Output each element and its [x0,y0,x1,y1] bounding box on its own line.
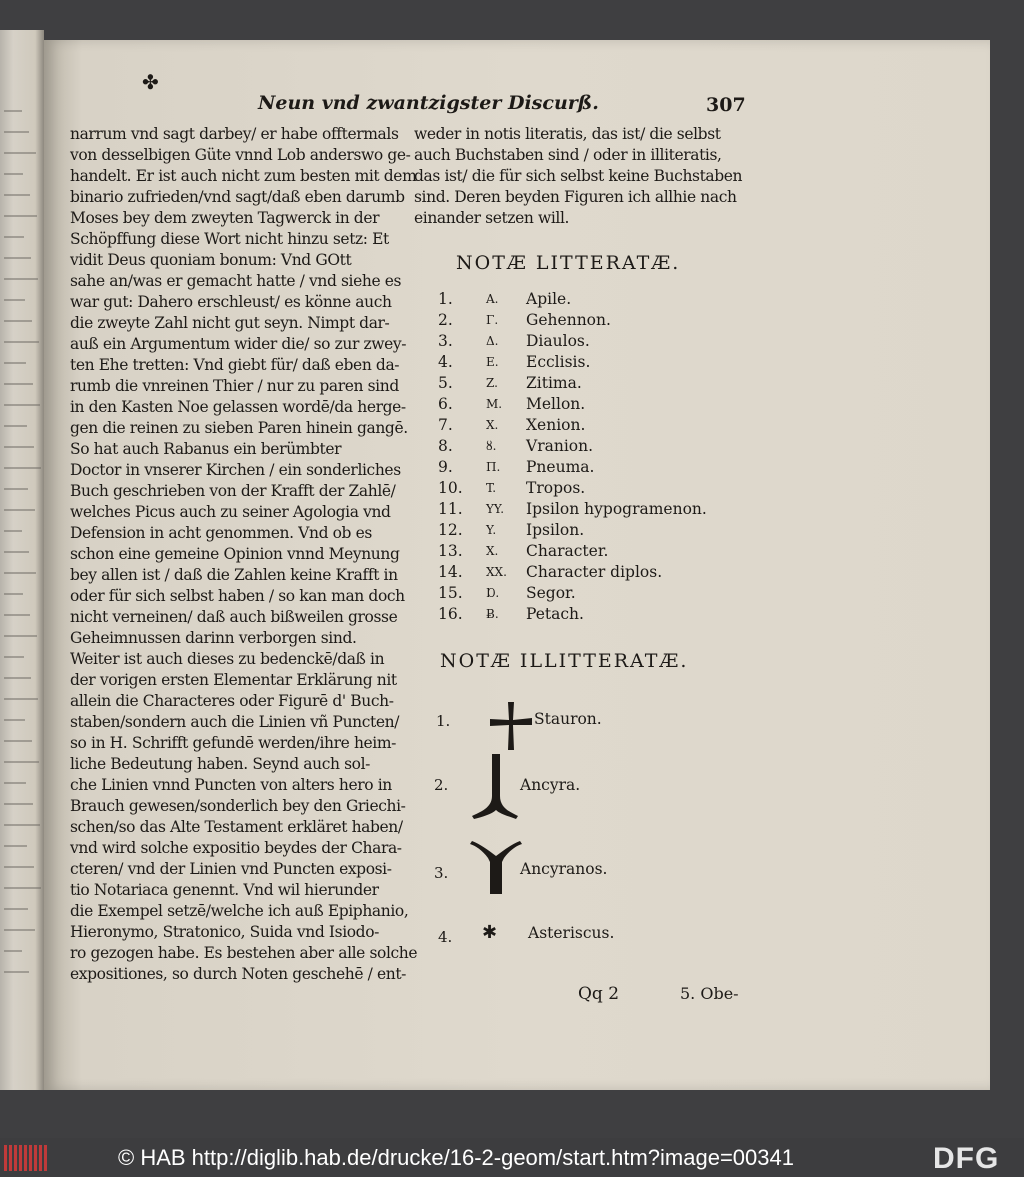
text-smudge [4,782,26,784]
text-line: Defension in acht genommen. Vnd ob es [70,524,372,542]
text-smudge [4,866,34,868]
text-smudge [4,509,35,511]
text-line: bey allen ist / daß die Zahlen keine Krafft in [70,566,398,584]
illit-word: Ancyranos. [520,860,608,878]
text-smudge [4,236,24,238]
left-column-text [70,124,417,985]
item-abbreviation: E. [486,355,499,369]
illit-word: Stauron. [534,710,602,728]
text-smudge [4,803,33,805]
page-number: 307 [706,94,746,116]
item-word: Xenion. [526,416,586,434]
text-smudge [4,404,40,406]
text-smudge [4,551,29,553]
item-number: 5. [438,374,453,392]
adjacent-page-edge [0,30,44,1090]
list-item [438,605,738,626]
signature-mark: Qq 2 [578,984,620,1004]
text-line: war gut: Dahero erschleust/ es könne auch [70,293,392,311]
text-smudge [4,614,30,616]
list-item [438,521,738,542]
item-word: Zitima. [526,374,582,392]
text-line: schon eine gemeine Opinion vnnd Meynung [70,545,400,563]
item-abbreviation: Ƀ. [486,607,499,621]
text-smudge [4,908,28,910]
item-abbreviation: X. [486,544,499,558]
item-number: 2. [438,311,453,329]
item-number: 9. [438,458,453,476]
text-line: che Linien vnnd Puncten von alters hero in [70,776,392,794]
item-number: 11. [438,500,463,518]
item-word: Segor. [526,584,576,602]
item-word: Ipsilon. [526,521,585,539]
catchword: 5. Obe- [680,984,739,1003]
ancyranos-icon [468,840,524,896]
item-number: 3. [438,332,453,350]
item-number: 13. [438,542,463,560]
text-line: von desselbigen Güte vnnd Lob anderswo ge- [70,146,411,164]
text-smudge [4,635,37,637]
text-line: ro gezogen habe. Es bestehen aber alle solche [70,944,418,962]
text-line: Geheimnussen darinn verborgen sind. [70,629,357,647]
list-item [438,311,738,332]
text-smudge [4,761,39,763]
item-number: 7. [438,416,453,434]
text-smudge [4,719,25,721]
item-abbreviation: M. [486,397,503,411]
list-item [438,479,738,500]
barcode-bar [44,1145,47,1171]
item-word: Pneuma. [526,458,595,476]
text-line: Brauch gewesen/sonderlich bey den Griechi- [70,797,406,815]
item-number: 4. [438,353,453,371]
list-item [438,437,738,458]
text-smudge [4,740,32,742]
text-line: auß ein Argumentum wider die/ so zur zwey- [70,335,407,353]
item-number: 15. [438,584,463,602]
hab-barcode-icon [4,1145,46,1171]
text-line: der vorigen ersten Elementar Erklärung nit [70,671,397,689]
list-item [438,458,738,479]
list-item [438,290,738,311]
text-line: Hieronymo, Stratonico, Suida vnd Isiodo- [70,923,379,941]
text-smudge [4,173,23,175]
text-line: tio Notariaca genennt. Vnd wil hierunder [70,881,379,899]
text-line: sahe an/was er gemacht hatte / vnd siehe es [70,272,402,290]
item-word: Apile. [526,290,572,308]
list-item [438,416,738,437]
text-smudge [4,950,22,952]
illit-number: 2. [434,776,449,794]
text-smudge [4,425,27,427]
text-smudge [4,929,35,931]
barcode-bar [4,1145,7,1171]
item-word: Character. [526,542,609,560]
copyright-link[interactable]: © HAB http://diglib.hab.de/drucke/16-2-geom/start.htm?image=00341 [118,1145,794,1170]
item-word: Diaulos. [526,332,590,350]
item-abbreviation: T. [486,481,497,495]
text-line: einander setzen will. [414,209,570,227]
text-smudge [4,572,36,574]
text-smudge [4,446,34,448]
list-item [438,584,738,605]
item-number: 8. [438,437,453,455]
text-smudge [4,362,26,364]
text-line: schen/so das Alte Testament erkläret haben/ [70,818,403,836]
text-line: Moses bey dem zweyten Tagwerck in der [70,209,380,227]
illit-number: 1. [436,712,451,730]
barcode-bar [29,1145,32,1171]
text-line: vnd wird solche expositio beydes der Chara- [70,839,402,857]
item-abbreviation: X. [486,418,499,432]
list-item [438,395,738,416]
text-line: handelt. Er ist auch nicht zum besten mit dem [70,167,417,185]
item-word: Character diplos. [526,563,663,581]
barcode-bar [24,1145,27,1171]
text-smudge [4,257,31,259]
item-word: Ecclisis. [526,353,591,371]
list-item [438,500,738,521]
text-smudge [4,194,30,196]
litteratae-list [438,290,738,630]
item-word: Tropos. [526,479,586,497]
list-item [438,542,738,563]
dfg-logo: DFG [933,1142,1000,1175]
text-smudge [4,110,22,112]
barcode-bar [34,1145,37,1171]
text-line: liche Bedeutung haben. Seynd auch sol- [70,755,370,773]
item-number: 1. [438,290,453,308]
illit-number: 3. [434,864,449,882]
text-line: narrum vnd sagt darbey/ er habe offtermals [70,125,399,143]
text-smudge [4,488,28,490]
text-line: Doctor in vnserer Kirchen / ein sonderliches [70,461,401,479]
text-line: staben/sondern auch die Linien vñ Puncten/ [70,713,400,731]
text-smudge [4,383,33,385]
text-line: vidit Deus quoniam bonum: Vnd GOtt [70,251,352,269]
text-line: sind. Deren beyden Figuren ich allhie nach [414,188,737,206]
item-word: Ipsilon hypogramenon. [526,500,707,518]
text-smudge [4,299,25,301]
text-smudge [4,320,32,322]
item-number: 12. [438,521,463,539]
text-line: gen die reinen zu sieben Paren hinein gangē. [70,419,408,437]
text-smudge [4,677,31,679]
section-heading-litteratae: NOTÆ LITTERATÆ. [456,252,681,274]
text-line: Buch geschrieben von der Krafft der Zahlē/ [70,482,396,500]
text-smudge [4,278,38,280]
text-smudge [4,215,37,217]
text-line: das ist/ die für sich selbst keine Buchstaben [414,167,743,185]
list-item [438,563,738,584]
item-abbreviation: YY. [486,502,505,516]
text-line: cteren/ vnd der Linien vnd Puncten exposi- [70,860,392,878]
asterisk-icon: ✱ [482,922,498,943]
item-word: Petach. [526,605,584,623]
illit-word: Ancyra. [520,776,581,794]
text-smudge [4,131,29,133]
list-item [438,332,738,353]
item-word: Gehennon. [526,311,611,329]
item-number: 10. [438,479,463,497]
text-smudge [4,887,41,889]
text-line: weder in notis literatis, das ist/ die selbst [414,125,721,143]
item-abbreviation: Γ. [486,313,499,327]
item-abbreviation: A. [486,292,499,306]
viewer-footer-bar [0,1138,1024,1177]
text-line: so in H. Schrifft gefundē werden/ihre heim- [70,734,396,752]
text-smudge [4,971,29,973]
barcode-bar [9,1145,12,1171]
text-line: welches Picus auch zu seiner Agologia vnd [70,503,391,521]
right-intro-text [414,124,742,229]
text-smudge [4,152,36,154]
text-line: rumb die vnreinen Thier / nur zu paren sind [70,377,399,395]
text-line: ten Ehe tretten: Vnd giebt für/ daß eben da- [70,356,400,374]
item-abbreviation: ȣ. [486,439,497,453]
text-smudge [4,593,23,595]
item-abbreviation: Z. [486,376,498,390]
barcode-bar [39,1145,42,1171]
text-smudge [4,530,22,532]
text-line: expositiones, so durch Noten geschehē / ent- [70,965,407,983]
item-word: Vranion. [526,437,594,455]
item-abbreviation: XX. [486,565,507,579]
text-smudge [4,341,39,343]
text-line: auch Buchstaben sind / oder in illiteratis, [414,146,722,164]
item-abbreviation: Δ. [486,334,499,348]
ancyra-icon [470,752,520,820]
text-smudge [4,845,27,847]
item-number: 14. [438,563,463,581]
barcode-bar [19,1145,22,1171]
text-line: Weiter ist auch dieses zu bedenckē/daß in [70,650,385,668]
text-line: die zweyte Zahl nicht gut seyn. Nimpt dar- [70,314,390,332]
section-heading-illitteratae: NOTÆ ILLITTERATÆ. [440,650,689,672]
text-smudge [4,656,24,658]
list-item [438,374,738,395]
text-smudge [4,467,41,469]
text-line: die Exempel setzē/welche ich auß Epiphanio, [70,902,409,920]
text-line: So hat auch Rabanus ein berümbter [70,440,342,458]
item-word: Mellon. [526,395,586,413]
running-title: Neun vnd zwantzigster Discurß. [258,92,599,114]
item-abbreviation: Y. [486,523,497,537]
barcode-bar [14,1145,17,1171]
text-smudge [4,824,40,826]
item-abbreviation: Ɒ. [486,586,500,600]
text-line: nicht verneinen/ daß auch bißweilen grosse [70,608,398,626]
item-number: 16. [438,605,463,623]
text-smudge [4,698,38,700]
item-number: 6. [438,395,453,413]
text-line: binario zufrieden/vnd sagt/daß eben darumb [70,188,405,206]
item-abbreviation: Π. [486,460,501,474]
list-item [438,353,738,374]
text-line: oder für sich selbst haben / so kan man doch [70,587,405,605]
text-line: allein die Characteres oder Figurē d' Buch- [70,692,394,710]
illit-number: 4. [438,928,453,946]
text-line: in den Kasten Noe gelassen wordē/da herge- [70,398,406,416]
stauron-icon [486,700,536,752]
illit-word: Asteriscus. [528,924,615,942]
text-line: Schöpffung diese Wort nicht hinzu setz: Et [70,230,389,248]
ornament: ✤ [142,70,159,94]
